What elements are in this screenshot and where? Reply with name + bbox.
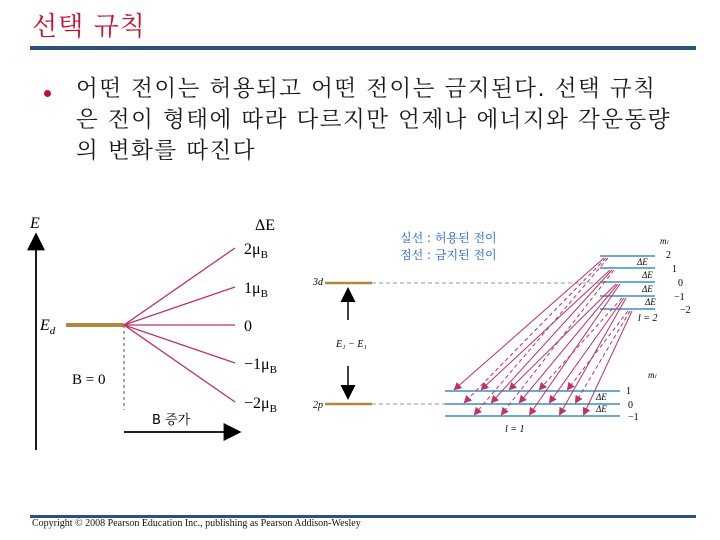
lower-l-label: l = 1 — [505, 424, 525, 435]
upper-delta-e-1: ΔE — [637, 257, 648, 267]
transition-solid — [510, 284, 616, 389]
transition-solid — [520, 284, 618, 402]
lower-delta-e-2: ΔE — [596, 404, 607, 414]
upper-delta-e-3: ΔE — [642, 284, 653, 294]
upper-l-label: l = 2 — [638, 313, 658, 324]
b-increase-label: B 증가 — [152, 413, 191, 428]
split-line-minus1 — [124, 325, 235, 363]
upper-ml-zero: 0 — [678, 278, 683, 289]
legend-solid: 실선 : 허용된 전이 — [400, 231, 497, 245]
lower-ml-plus1: 1 — [626, 386, 631, 397]
lower-sublevels — [445, 391, 620, 416]
upper-delta-e-2: ΔE — [642, 270, 653, 280]
upper-ml-header: mₗ — [660, 236, 668, 246]
split-line-plus2 — [124, 248, 235, 325]
b-zero-label: B = 0 — [72, 372, 106, 388]
level-label-minus2: $-2\mu_B$ — [244, 395, 277, 415]
upper-ml-plus1: 1 — [672, 264, 677, 275]
level-label-minus1: $-1\mu_B$ — [244, 356, 277, 376]
upper-ml-minus1: −1 — [674, 292, 685, 303]
level-label: $E_d$ — [40, 317, 56, 337]
split-line-minus2 — [124, 325, 235, 402]
legend-dashed: 점선 : 금지된 전이 — [400, 248, 497, 262]
label-3d: 3d — [313, 277, 323, 288]
level-label-zero: 0 — [244, 318, 252, 335]
slide-title: 선택 규칙 — [32, 12, 146, 42]
lower-delta-e-1: ΔE — [596, 392, 607, 402]
label-2p: 2p — [313, 400, 323, 411]
upper-delta-e-4: ΔE — [645, 297, 656, 307]
lower-ml-minus1: −1 — [628, 412, 639, 423]
copyright-notice: Copyright © 2008 Pearson Education Inc., publishing as Pearson Addison-Wesley — [32, 518, 361, 529]
transition-dashed — [465, 258, 606, 402]
level-label-plus1: $1\mu_B$ — [244, 280, 268, 300]
upper-ml-plus2: 2 — [666, 250, 671, 261]
split-line-plus1 — [124, 287, 235, 325]
energy-axis-label: E — [30, 215, 40, 232]
delta-e-header: ΔE — [255, 217, 276, 234]
lower-ml-header: mₗ — [648, 370, 656, 380]
bullet-text: 어떤 전이는 허용되고 어떤 전이는 금지된다. 선택 규칙은 전이 형태에 따라 다르지만 언제나 에너지와 각운동량의 변화를 따진다 — [76, 76, 671, 164]
upper-ml-minus2: −2 — [680, 305, 691, 316]
lower-ml-zero: 0 — [628, 400, 633, 411]
level-label-plus2: $2\mu_B$ — [244, 241, 268, 261]
energy-diff-label: E₁ − E₁ — [336, 339, 367, 350]
transition-dashed — [540, 298, 622, 389]
